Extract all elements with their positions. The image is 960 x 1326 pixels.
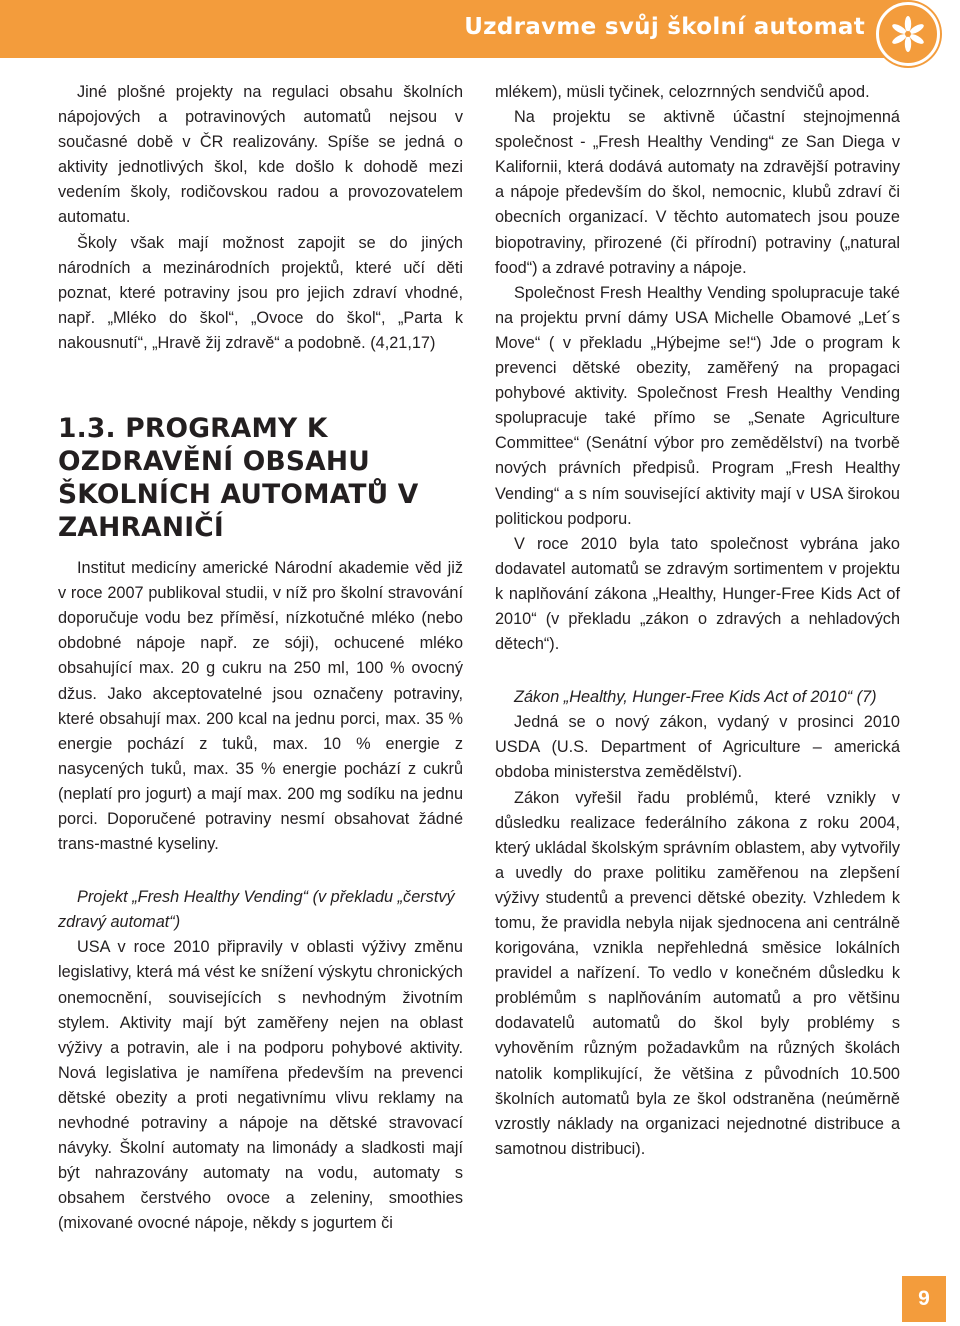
project-paragraph: USA v roce 2010 připravily v oblasti výživy změnu legislativy, která má vést ke snížení výskytu chronických onemocnění, souvisejících s nevhodným životním stylem. Aktivity mají být zaměřeny nejen na oblast výživy a potravin, ale i na podporu pohybové aktivity. Nová legislativa je namířena především na prevenci dětské obezity a proti negativnímu vlivu reklamy na nevhodné potraviny a nápoje na dětské stravovací návyky. Školní automaty na limonády a sladkosti mají být nahrazovány automaty na vodu, automaty s obsahem čerstvého ovoce a zeleniny, smoothies (mixované ovocné nápoje, někdy s jogurtem či bbox=[58, 938, 463, 1233]
law-paragraph-2: Zákon vyřešil řadu problémů, které vznikly v důsledku realizace federálního zákona z roku 2004, který ukládal školským správním oblastem, aby vytvořily a uvedly do praxe politiku zaměřenou na zlepšení výživy studentů a prevenci dětské obezity. Vzhledem k tomu, že pravidla nebyla nijak sjednocena ani centrálně korigována, vznikla nepřehledná směsice lokálních pravidel a nařízení. To vedlo v konečném důsledku k problémům s naplňováním automatů a pro většinu dodavatelů automatů do škol byly problémy s vyhověním různým požadavkům na různých školách natolik komplikující, že většina z původních 10.500 školních automatů byla ze škol odstraněna (neúměrně vzrostly náklady na organizaci nejednotné distribuce a samotnou distribuci). bbox=[495, 788, 900, 1158]
law-subheading: Zákon „Healthy, Hunger-Free Kids Act of 2010“ (7) bbox=[514, 688, 877, 707]
section-paragraph: Institut medicíny americké Národní akademie věd již v roce 2007 publikoval studii, v níž pro školní stravování doporučuje vodu bez příměsí, nízkotučné mléko (nebo obdobné nápoje např. ze sóji), ochucené mléko obsahující max. 20 g cukru na 250 ml, 100 % ovocný džus. Jako akceptovatelné jsou označeny potraviny, které obsahují max. 200 kcal na jednu porci, max. 35 % energie pochází z tuků, max. 10 % energie z nasycených tuků, max. 35 % energie pochází z cukrů (neplatí pro jogurt) a mají max. 200 mg sodíku na jednu porci. Doporučené potraviny nesmí obsahovat žádné trans-mastné kyseliny. bbox=[58, 559, 463, 854]
orange-flower-logo-icon bbox=[876, 2, 940, 66]
law-paragraph-1: Jedná se o nový zákon, vydaný v prosinci 2010 USDA (U.S. Department of Agriculture – americká obdoba ministerstva zemědělství). bbox=[495, 713, 900, 782]
intro-paragraph-1: Jiné plošné projekty na regulaci obsahu školních nápojových a potravinových automatů nejsou v současné době v ČR realizovány. Spíše se jedná o aktivity jednotlivých škol, kde došlo k dohodě mezi vedením školy, rodičovskou radou a provozovatelem automatu. bbox=[58, 83, 463, 227]
continuation-paragraph: mlékem), müsli tyčinek, celozrnných sendvičů apod. bbox=[495, 83, 870, 101]
right-paragraph-3: V roce 2010 byla tato společnost vybrána jako dodavatel automatů se zdravým sortimentem v projektu k naplňování zákona „Healthy, Hunger-Free Kids Act of 2010“ (v překladu „zákon o zdravých a nehladových dětech“). bbox=[495, 534, 900, 654]
project-subheading: Projekt „Fresh Healthy Vending“ (v překladu „čerstvý zdravý automat“) bbox=[58, 888, 455, 932]
intro-paragraph-2: Školy však mají možnost zapojit se do jiných národních a mezinárodních projektů, které učí děti poznat, které potraviny jsou pro jejich zdraví vhodné, např. „Mléko do škol“, „Ovoce do škol“, „Parta k nakousnutí“, „Hravě žij zdravě“ a podobně. (4,21,17) bbox=[58, 233, 463, 352]
right-paragraph-2: Společnost Fresh Healthy Vending spolupracuje také na projektu první dámy USA Michelle Obamové „Let´s Move“ ( v překladu „Hýbejme se!“) Jde o program k prevenci dětské obezity, zaměřený na propagaci pohybové aktivity. Společnost Fresh Healthy Vending spolupracuje také přímo se „Senate Agriculture Committee“ (Senátní výbor pro zemědělství) na tvorbě nových právních předpisů. Program „Fresh Healthy Vending“ a s ním související aktivity mají v USA širokou politickou podporu. bbox=[495, 283, 900, 528]
section-heading: 1.3. PROGRAMY K OZDRAVĚNÍ OBSAHU ŠKOLNÍCH AUTOMATŮ V ZAHRANIČÍ bbox=[58, 413, 419, 544]
right-paragraph-1: Na projektu se aktivně účastní stejnojmenná společnost - „Fresh Healthy Vending“ ze San Diega v Kalifornii, která dodává automaty na zdravější potraviny a nápoje především do škol, nemocnic, klubů zdraví či obecních organizací. V těchto automatech jsou pouze biopotraviny, přirozené (či přírodní) potraviny („natural food“) a zdravé potraviny a nápoje. bbox=[495, 108, 900, 277]
page-header-title: Uzdravme svůj školní automat bbox=[464, 14, 865, 40]
left-column bbox=[58, 80, 463, 1236]
right-column bbox=[495, 80, 900, 1162]
page-number: 9 bbox=[902, 1276, 946, 1322]
